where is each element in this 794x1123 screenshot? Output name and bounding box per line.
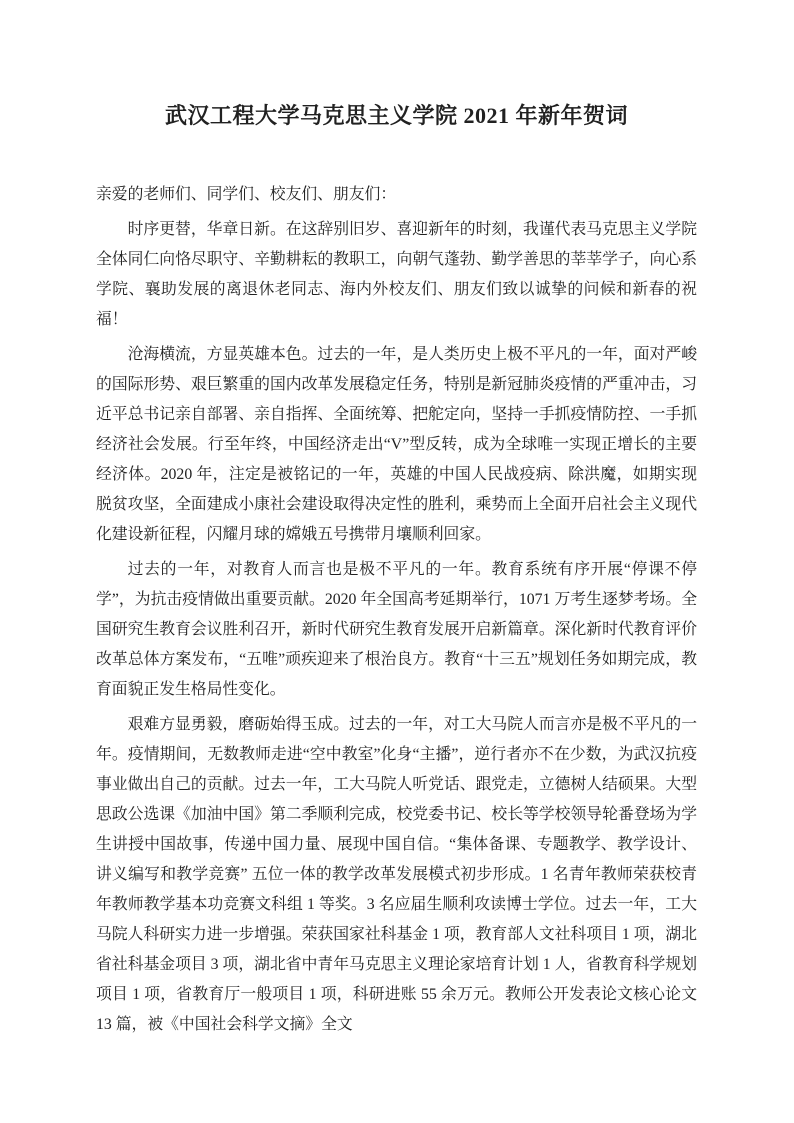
- paragraph-school-achievements: 艰难方显勇毅，磨砺始得玉成。过去的一年，对工大马院人而言亦是极不平凡的一年。疫情期间，无数教师走进“空中教室”化身“主播”，逆行者亦不在少数，为武汉抗疫事业做出自己的贡献。过去一年，工大马院人听党话、跟党走，立德树人结硕果。大型思政公选课《加油中国》第二季顺利完成，校党委书记、校长等学校领导轮番登场为学生讲授中国故事，传递中国力量、展现中国自信。“集体备课、专题教学、教学设计、讲义编写和教学竞赛” 五位一体的教学改革发展模式初步形成。1 名青年教师荣获校青年教师教学基本功竞赛文科组 1 等奖。3 名应届生顺利攻读博士学位。过去一年，工大马院人科研实力进一步增强。荣获国家社科基金 1 项，教育部人文社科项目 1 项，湖北省社科基金项目 3 项，湖北省中青年马克思主义理论家培育计划 1 人，省教育科学规划项目 1 项，省教育厅一般项目 1 项，科研进账 55 余万元。教师公开发表论文核心论文 13 篇，被《中国社会科学文摘》全文: [96, 716, 697, 1033]
- document-title: 武汉工程大学马克思主义学院 2021 年新年贺词: [164, 103, 628, 128]
- document-body: [96, 180, 697, 1040]
- paragraph-education-review: 过去的一年，对教育人而言也是极不平凡的一年。教育系统有序开展“停课不停学”，为抗击疫情做出重要贡献。2020 年全国高考延期举行，1071 万考生逐梦考场。全国研究生教育会议胜利召开，新时代研究生教育发展开启新篇章。深化新时代教育评价改革总体方案发布，“五唯”顽疾迎来了根治良方。教育“十三五”规划任务如期完成，教育面貌正发生格局性变化。: [96, 561, 697, 698]
- paragraph-new-year-greeting: 时序更替，华章日新。在这辞别旧岁、喜迎新年的时刻，我谨代表马克思主义学院全体同仁向恪尽职守、辛勤耕耘的教职工，向朝气蓬勃、勤学善思的莘莘学子，向心系学院、襄助发展的离退休老同志、海内外校友们、朋友们致以诚挚的问候和新春的祝福！: [96, 221, 697, 328]
- salutation-line: 亲爱的老师们、同学们、校友们、朋友们：: [96, 186, 397, 203]
- paragraph-national-review: 沧海横流，方显英雄本色。过去的一年，是人类历史上极不平凡的一年，面对严峻的国际形势、艰巨繁重的国内改革发展稳定任务，特别是新冠肺炎疫情的严重冲击，习近平总书记亲自部署、亲自指挥、全面统筹、把舵定向，坚持一手抓疫情防控、一手抓经济社会发展。行至年终，中国经济走出“V”型反转，成为全球唯一实现正增长的主要经济体。2020 年，注定是被铭记的一年，英雄的中国人民战疫病、除洪魔，如期实现脱贫攻坚，全面建成小康社会建设取得决定性的胜利，乘势而上全面开启社会主义现代化建设新征程，闪耀月球的嫦娥五号携带月壤顺利回家。: [96, 346, 697, 543]
